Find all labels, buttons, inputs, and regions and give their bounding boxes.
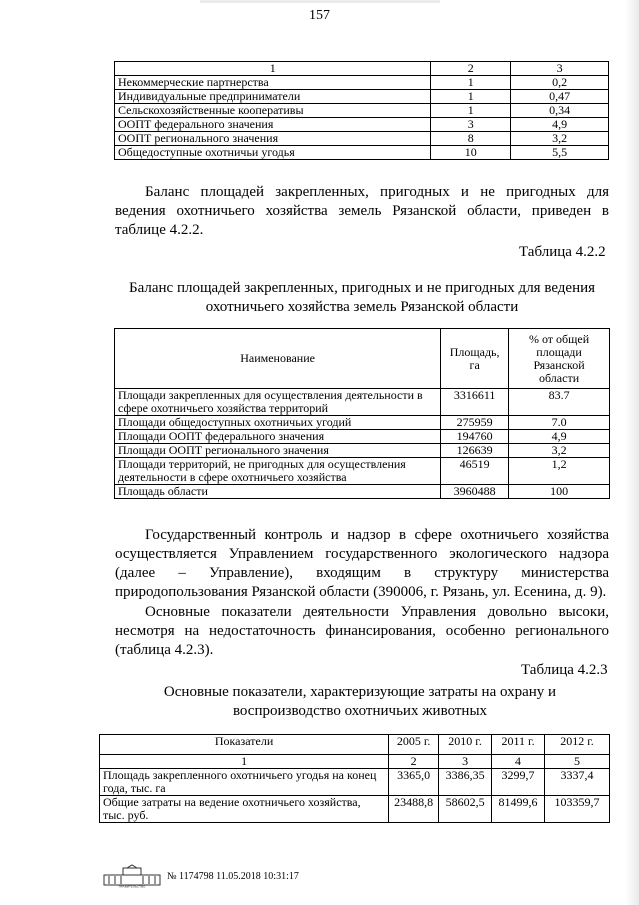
scan-top-mark: [200, 0, 440, 3]
table-cell: 4: [492, 755, 545, 769]
table-header-cell: 2: [431, 62, 511, 76]
table-header-cell: 2012 г.: [545, 735, 610, 755]
table-header-cell: 2011 г.: [492, 735, 545, 755]
table-cell: 126639: [441, 444, 509, 458]
table-row: [115, 132, 609, 146]
stamp-text: ПРАВИТЕЛЬСТВО: [118, 884, 146, 888]
table-cell: 1,2: [509, 458, 610, 485]
table-continuation: [114, 61, 609, 160]
table-cell: ООПТ федерального значения: [115, 118, 431, 132]
paragraph-control: [115, 526, 609, 602]
table-cell: 3960488: [441, 485, 509, 499]
table-row: [115, 118, 609, 132]
paragraph-text: Баланс площадей закрепленных, пригодных и не пригодных для ведения охотничьего хозяйства земель Рязанской области, приведен в таблице 4.2.2.: [115, 184, 609, 238]
table-title: Основные показатели, характеризующие затраты на охрану и воспроизводство охотничьих животных: [163, 684, 557, 719]
table-row: [115, 430, 610, 444]
table-cell: 1: [431, 104, 511, 118]
table-row: [115, 458, 610, 485]
table-header-cell: Площадь, га: [441, 329, 509, 389]
table-row: [115, 76, 609, 90]
table-cell: 83.7: [509, 389, 610, 416]
table-cell: 194760: [441, 430, 509, 444]
table-cell: 3316611: [441, 389, 509, 416]
table-cell: 7.0: [509, 416, 610, 430]
table-cell: 3: [439, 755, 492, 769]
table-header-cell: 2005 г.: [389, 735, 439, 755]
table-indicators: [99, 734, 610, 823]
table-cell: Площадь области: [115, 485, 441, 499]
table-cell: 3365,0: [389, 769, 439, 796]
paragraph-balance: [115, 183, 609, 240]
table-cell: 2: [389, 755, 439, 769]
table-row: [115, 389, 610, 416]
table-cell: Площади ООПТ регионального значения: [115, 444, 441, 458]
table-row: [100, 769, 610, 796]
page-edge-shadow: [625, 0, 639, 905]
table-row: [115, 104, 609, 118]
table-header-cell: 1: [115, 62, 431, 76]
table-cell: 0,47: [511, 90, 609, 104]
table-cell: Сельскохозяйственные кооперативы: [115, 104, 431, 118]
table-header-cell: % от общей площади Рязанской области: [509, 329, 610, 389]
table-header-row: [100, 735, 610, 755]
table-cell: 5,5: [511, 146, 609, 160]
paragraph-text: Государственный контроль и надзор в сфере охотничьего хозяйства осуществляется Управлением государственного экологического надзора (далее – Управление), входящим в структуру министерства природопользования Рязанской области (390006, г. Рязань, ул. Есенина, д. 9).: [115, 527, 609, 600]
table-cell: Площади закрепленных для осуществления деятельности в сфере охотничьего хозяйства территорий: [115, 389, 441, 416]
table-cell: 0,34: [511, 104, 609, 118]
table-row: [100, 796, 610, 823]
table-cell: 3,2: [509, 444, 610, 458]
table-cell: Индивидуальные предприниматели: [115, 90, 431, 104]
table-cell: Общедоступные охотничьи угодья: [115, 146, 431, 160]
table-header-cell: Наименование: [115, 329, 441, 389]
table-header-cell: Показатели: [100, 735, 389, 755]
paragraph-indicators: [115, 603, 609, 660]
page-number: 157: [309, 8, 330, 23]
government-building-stamp-icon: [103, 864, 161, 888]
table-number-row: [100, 755, 610, 769]
table-cell: Общие затраты на ведение охотничьего хозяйства, тыс. руб.: [100, 796, 389, 823]
table-balance: [114, 328, 610, 499]
table-cell: 275959: [441, 416, 509, 430]
table-cell: 100: [509, 485, 610, 499]
table-cell: 1: [431, 90, 511, 104]
table-header-row: [115, 62, 609, 76]
table-cell: 0,2: [511, 76, 609, 90]
table-cell: 3386,35: [439, 769, 492, 796]
table-cell: Площадь закрепленного охотничьего угодья на конец года, тыс. га: [100, 769, 389, 796]
table-header-row: [115, 329, 610, 389]
table-cell: 46519: [441, 458, 509, 485]
table-cell: Площади общедоступных охотничьих угодий: [115, 416, 441, 430]
table-cell: 81499,6: [492, 796, 545, 823]
table-header-cell: 2010 г.: [439, 735, 492, 755]
table-row: [115, 444, 610, 458]
table-cell: Площади ООПТ федерального значения: [115, 430, 441, 444]
table-cell: 3337,4: [545, 769, 610, 796]
table-row: [115, 485, 610, 499]
table-label: Таблица 4.2.3: [521, 662, 608, 678]
table-cell: 58602,5: [439, 796, 492, 823]
table-row: [115, 146, 609, 160]
table-cell: 8: [431, 132, 511, 146]
table-cell: 3: [431, 118, 511, 132]
document-footer: [103, 864, 299, 888]
paragraph-text: Основные показатели деятельности Управления довольно высоки, несмотря на недостаточность финансирования, особенно регионального (таблица 4.2.3).: [115, 604, 609, 658]
table-label: Таблица 4.2.2: [519, 244, 606, 260]
table-cell: ООПТ регионального значения: [115, 132, 431, 146]
table-cell: 3,2: [511, 132, 609, 146]
table-cell: 1: [431, 76, 511, 90]
table-title: Баланс площадей закрепленных, пригодных и не пригодных для ведения охотничьего хозяйства земель Рязанской области: [128, 280, 596, 315]
table-cell: 4,9: [509, 430, 610, 444]
table-cell: 23488,8: [389, 796, 439, 823]
table-cell: 4,9: [511, 118, 609, 132]
table-cell: 3299,7: [492, 769, 545, 796]
table-row: [115, 416, 610, 430]
table-cell: Площади территорий, не пригодных для осуществления деятельности в сфере охотничьего хозяйства: [115, 458, 441, 485]
table-cell: 1: [100, 755, 389, 769]
document-number: № 1174798 11.05.2018 10:31:17: [167, 870, 299, 882]
table-header-cell: 3: [511, 62, 609, 76]
table-cell: 5: [545, 755, 610, 769]
table-cell: 10: [431, 146, 511, 160]
table-cell: 103359,7: [545, 796, 610, 823]
table-cell: Некоммерческие партнерства: [115, 76, 431, 90]
table-row: [115, 90, 609, 104]
